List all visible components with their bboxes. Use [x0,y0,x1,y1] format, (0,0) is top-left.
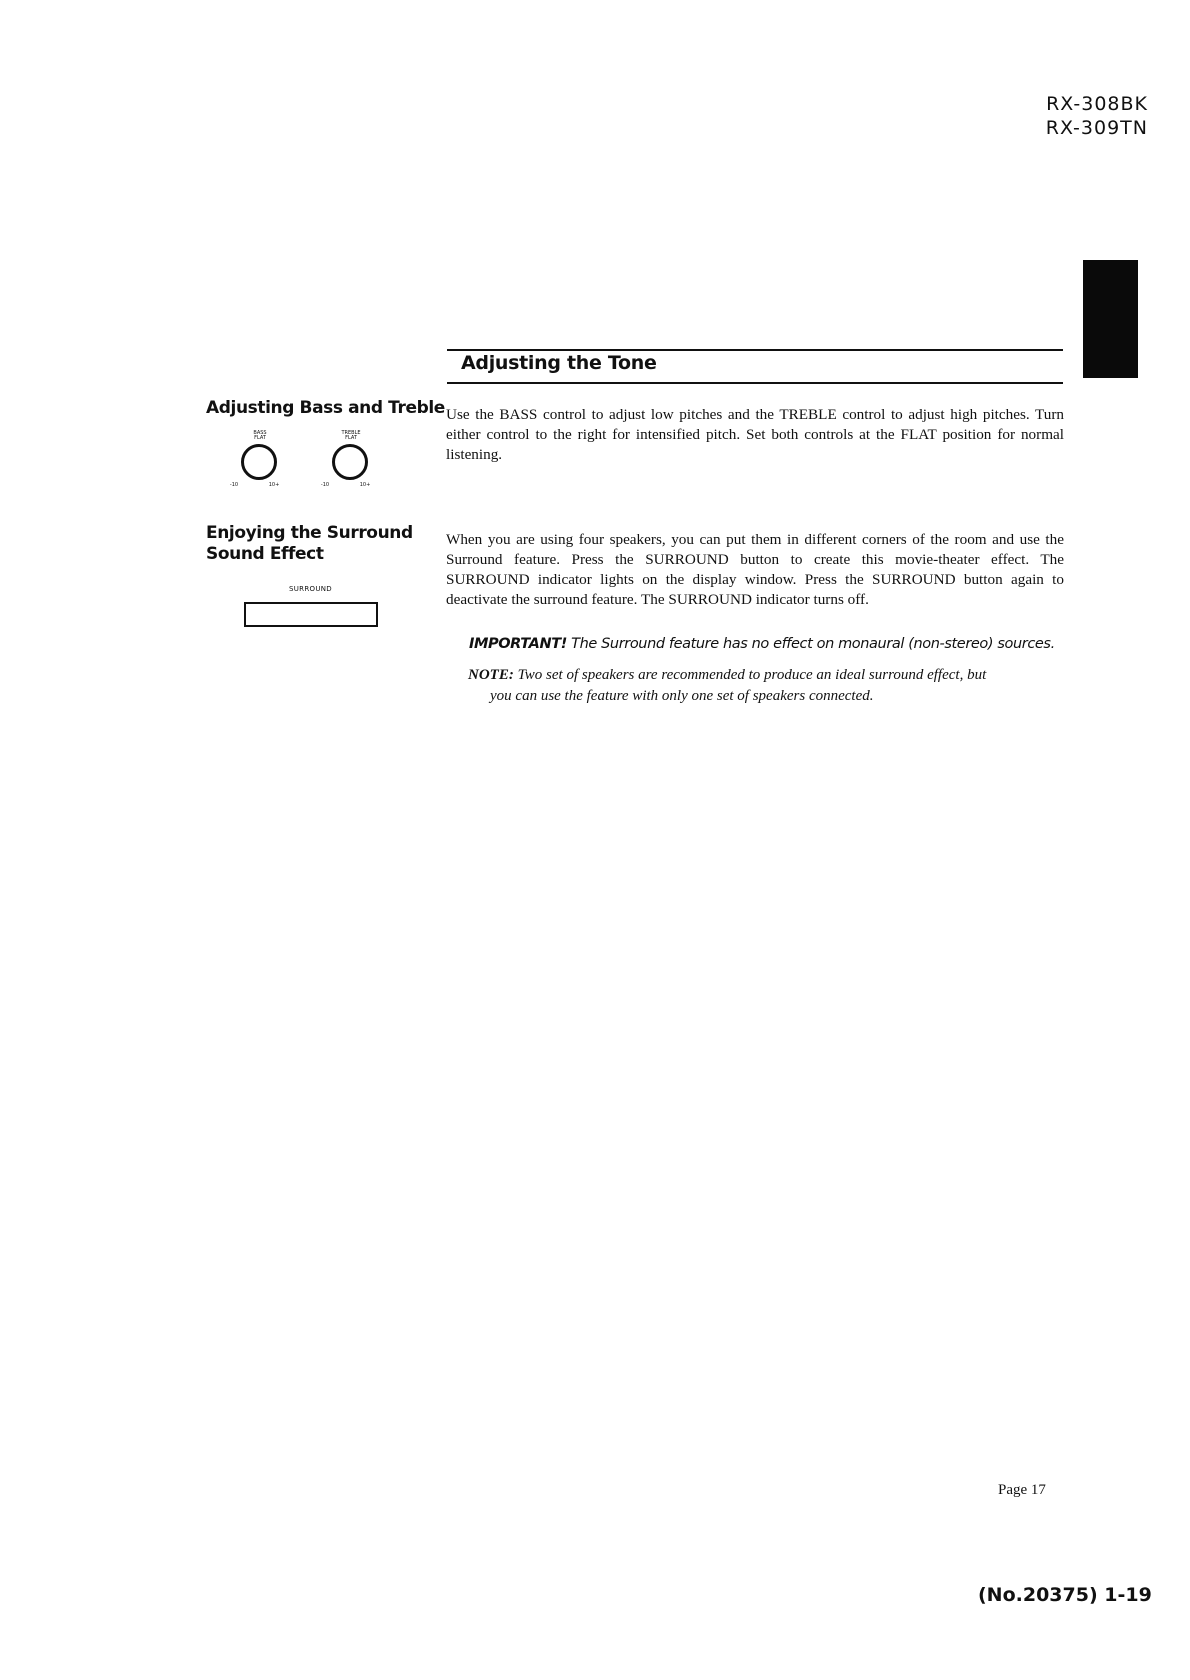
section-rule-top [447,349,1063,351]
bass-treble-body: Use the BASS control to adjust low pitches and the TREBLE control to adjust high pitches. Turn either control to the right for intensified pitch. Set both controls at the FLAT position for normal listening. [446,406,1064,463]
treble-knob[interactable] [332,444,368,480]
surround-button-label: SURROUND [289,585,332,593]
treble-flat-label: FLAT [345,435,357,441]
note-label: NOTE: [468,667,514,683]
speaker-note [468,665,1068,707]
index-tab [1083,260,1138,378]
bass-knob[interactable] [241,444,277,480]
treble-min-label: -10 [320,482,330,488]
bass-treble-heading: Adjusting Bass and Treble [206,398,445,418]
note-line-1: Two set of speakers are recommended to produce an ideal surround effect, but [517,667,987,683]
bass-knob-label: BASS [253,430,267,436]
surround-body: When you are using four speakers, you can put them in different corners of the room and use the Surround feature. Press the SURROUND button to create this movie-theater effect. The SURROUND indicator lights on the display window. Press the SURROUND button again to deactivate the surround feature. The SURROUND indicator turns off. [446,531,1064,608]
bass-max-label: 10+ [268,482,280,488]
surround-heading-line-1: Enjoying the Surround [206,523,413,543]
bass-flat-label: FLAT [254,435,266,441]
important-note [469,636,1055,652]
important-label: IMPORTANT! [469,636,567,652]
page-number: Page 17 [998,1482,1046,1498]
treble-max-label: 10+ [359,482,371,488]
model-number-1: RX-308BK [1046,93,1148,115]
treble-knob-label: TREBLE [341,430,361,436]
section-rule-bottom [447,382,1063,384]
note-line-2: you can use the feature with only one set of speakers connected. [490,688,874,704]
model-number-2: RX-309TN [1045,117,1148,139]
important-text: The Surround feature has no effect on monaural (non-stereo) sources. [571,636,1055,652]
tone-knobs [226,426,396,492]
document-number: (No.20375) 1-19 [978,1584,1152,1606]
bass-min-label: -10 [229,482,239,488]
section-title: Adjusting the Tone [461,352,657,374]
surround-heading-line-2: Sound Effect [206,544,324,564]
surround-button[interactable] [244,602,378,627]
